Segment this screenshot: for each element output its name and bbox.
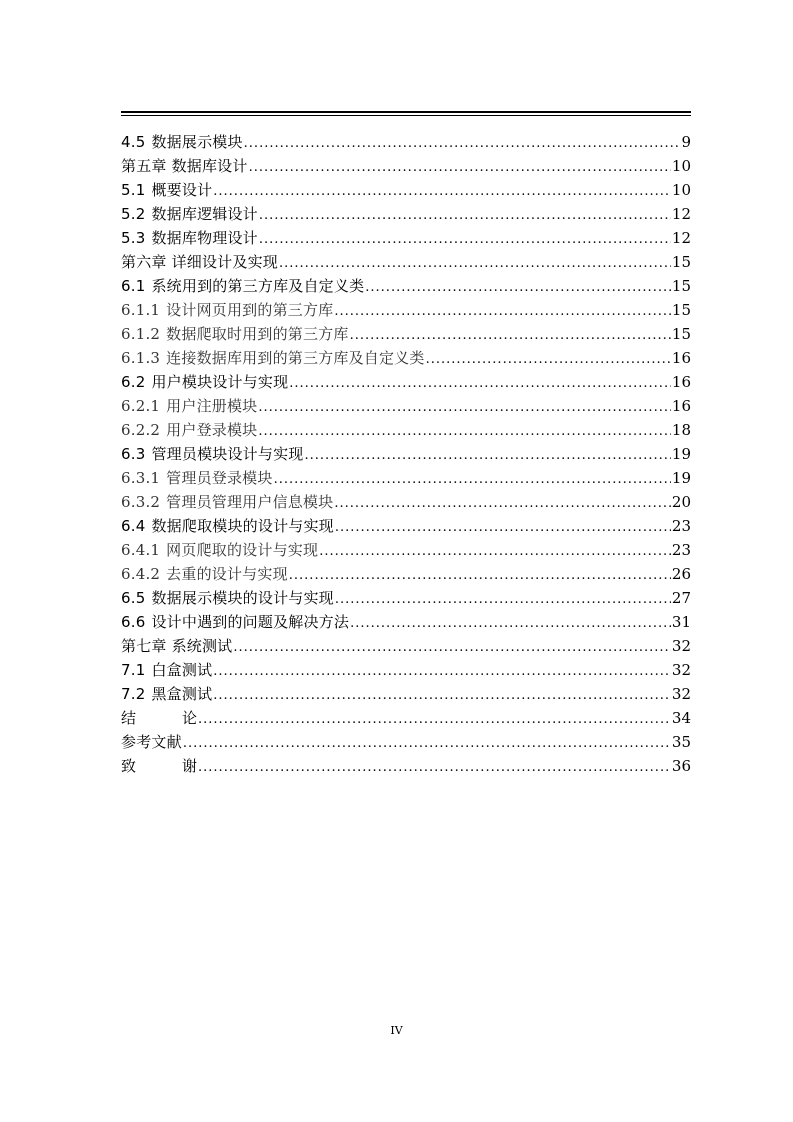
toc-entry-page: 35	[671, 733, 691, 751]
toc-entry-page: 16	[671, 373, 691, 391]
toc-entry-label	[121, 394, 257, 418]
toc-entry[interactable]	[121, 490, 691, 514]
toc-entry-number: 6.1.2	[121, 325, 161, 343]
toc-entry-page: 9	[681, 133, 691, 151]
toc-entry-title: 第五章 数据库设计	[121, 157, 248, 175]
toc-dot-leader	[233, 636, 671, 660]
toc-entry-page: 19	[671, 445, 691, 463]
toc-entry-page: 31	[671, 613, 691, 631]
toc-dot-leader	[350, 612, 671, 636]
toc-entry-page: 32	[671, 661, 691, 679]
toc-entry-label	[121, 754, 197, 778]
toc-entry-number: 6.3	[121, 445, 146, 463]
toc-entry-title-second: 谢	[182, 757, 198, 775]
toc-entry[interactable]	[121, 202, 691, 226]
toc-entry-title: 数据库逻辑设计	[151, 205, 258, 223]
toc-entry-label	[121, 442, 303, 466]
toc-entry-number: 6.4.1	[121, 541, 161, 559]
toc-entry-number: 6.2	[121, 373, 146, 391]
toc-entry-page: 34	[671, 709, 691, 727]
toc-entry-label	[121, 562, 288, 586]
toc-entry[interactable]	[121, 250, 691, 274]
toc-entry-page: 15	[671, 325, 691, 343]
toc-entry[interactable]	[121, 586, 691, 610]
toc-dot-leader	[289, 564, 671, 588]
toc-entry-label	[121, 346, 425, 370]
toc-entry-page: 32	[671, 685, 691, 703]
toc-dot-leader	[335, 516, 671, 540]
toc-entry-label	[121, 730, 182, 754]
toc-entry-label	[121, 154, 248, 178]
toc-dot-leader	[258, 420, 671, 444]
toc-entry-title: 设计网页用到的第三方库	[166, 301, 334, 319]
toc-entry[interactable]	[121, 634, 691, 658]
toc-entry-title: 白盒测试	[151, 661, 213, 679]
toc-entry[interactable]	[121, 562, 691, 586]
toc-dot-leader	[289, 372, 671, 396]
toc-entry-title: 管理员登录模块	[166, 469, 273, 487]
toc-entry[interactable]	[121, 754, 691, 778]
toc-entry-number: 6.2.2	[121, 421, 161, 439]
toc-dot-leader	[258, 396, 671, 420]
toc-dot-leader	[259, 228, 671, 252]
toc-entry-page: 16	[671, 397, 691, 415]
toc-entry-title: 数据爬取时用到的第三方库	[166, 325, 349, 343]
toc-entry-title: 用户模块设计与实现	[151, 373, 289, 391]
toc-entry-label	[121, 202, 258, 226]
toc-entry-title: 数据展示模块的设计与实现	[151, 589, 334, 607]
toc-entry-page: 15	[671, 253, 691, 271]
toc-entry-title: 数据爬取模块的设计与实现	[151, 517, 334, 535]
toc-entry-number: 7.1	[121, 661, 146, 679]
toc-entry-label	[121, 370, 288, 394]
toc-entry-number: 6.1.3	[121, 349, 161, 367]
toc-dot-leader	[198, 756, 671, 780]
toc-entry-number: 7.2	[121, 685, 146, 703]
toc-dot-leader	[335, 588, 671, 612]
toc-entry-title: 用户注册模块	[166, 397, 258, 415]
toc-entry[interactable]	[121, 466, 691, 490]
toc-entry[interactable]	[121, 346, 691, 370]
toc-dot-leader	[274, 468, 671, 492]
toc-entry-page: 36	[671, 757, 691, 775]
toc-entry[interactable]	[121, 298, 691, 322]
toc-dot-leader	[334, 300, 671, 324]
toc-entry-number: 6.3.2	[121, 493, 161, 511]
toc-entry-label	[121, 514, 334, 538]
toc-entry-page: 16	[671, 349, 691, 367]
toc-entry-page: 19	[671, 469, 691, 487]
toc-entry-number: 6.6	[121, 613, 146, 631]
toc-entry-title: 设计中遇到的问题及解决方法	[151, 613, 350, 631]
toc-entry-title: 管理员管理用户信息模块	[166, 493, 334, 511]
toc-entry-number: 6.3.1	[121, 469, 161, 487]
header-rule-thick	[121, 111, 691, 113]
toc-dot-leader	[304, 444, 670, 468]
toc-entry-page: 10	[671, 157, 691, 175]
toc-dot-leader	[426, 348, 671, 372]
toc-entry-number: 6.5	[121, 589, 146, 607]
toc-entry-page: 32	[671, 637, 691, 655]
toc-entry[interactable]	[121, 682, 691, 706]
toc-entry-title: 去重的设计与实现	[166, 565, 288, 583]
toc-entry[interactable]	[121, 226, 691, 250]
toc-dot-leader	[213, 684, 671, 708]
toc-entry[interactable]	[121, 538, 691, 562]
toc-entry-page: 10	[671, 181, 691, 199]
toc-entry[interactable]	[121, 274, 691, 298]
toc-dot-leader	[213, 180, 671, 204]
toc-dot-leader	[350, 324, 671, 348]
toc-entry-title: 第六章 详细设计及实现	[121, 253, 278, 271]
toc-entry[interactable]	[121, 610, 691, 634]
toc-entry-label	[121, 250, 278, 274]
toc-entry[interactable]	[121, 658, 691, 682]
toc-entry[interactable]	[121, 370, 691, 394]
toc-entry-number: 6.2.1	[121, 397, 161, 415]
toc-entry-label	[121, 130, 243, 154]
toc-entry[interactable]	[121, 418, 691, 442]
toc-entry-label	[121, 418, 257, 442]
toc-entry[interactable]	[121, 322, 691, 346]
toc-entry[interactable]	[121, 706, 691, 730]
table-of-contents	[121, 130, 691, 778]
toc-entry-label	[121, 682, 212, 706]
toc-entry-label	[121, 658, 212, 682]
toc-entry-page: 20	[671, 493, 691, 511]
toc-dot-leader	[244, 132, 681, 156]
toc-entry-label	[121, 274, 364, 298]
toc-entry[interactable]	[121, 178, 691, 202]
toc-entry[interactable]	[121, 154, 691, 178]
toc-dot-leader	[279, 252, 671, 276]
toc-dot-leader	[198, 708, 671, 732]
toc-dot-leader	[259, 204, 671, 228]
toc-dot-leader	[249, 156, 671, 180]
toc-dot-leader	[365, 276, 671, 300]
toc-entry-title: 黑盒测试	[151, 685, 213, 703]
header-rule-thin	[121, 115, 691, 116]
toc-entry-title: 致	[121, 757, 137, 775]
toc-entry-number: 6.4.2	[121, 565, 161, 583]
toc-entry-label	[121, 634, 232, 658]
toc-dot-leader	[319, 540, 671, 564]
toc-entry-title: 参考文献	[121, 733, 182, 751]
toc-entry-label	[121, 466, 273, 490]
toc-entry-page: 12	[671, 229, 691, 247]
toc-entry[interactable]	[121, 394, 691, 418]
toc-entry-label	[121, 586, 334, 610]
toc-entry-number: 6.4	[121, 517, 146, 535]
toc-entry-number: 4.5	[121, 133, 146, 151]
toc-entry-page: 18	[671, 421, 691, 439]
toc-entry-title: 第七章 系统测试	[121, 637, 233, 655]
toc-entry-label	[121, 178, 212, 202]
toc-entry-number: 5.1	[121, 181, 146, 199]
page-number: IV	[390, 1024, 403, 1037]
toc-entry[interactable]	[121, 730, 691, 754]
toc-entry-title-second: 论	[182, 709, 198, 727]
toc-entry-page: 23	[671, 541, 691, 559]
toc-entry-page: 15	[671, 277, 691, 295]
toc-entry-title: 结	[121, 709, 137, 727]
toc-entry-label	[121, 226, 258, 250]
toc-entry[interactable]	[121, 442, 691, 466]
toc-entry-page: 27	[671, 589, 691, 607]
toc-entry-title: 管理员模块设计与实现	[151, 445, 304, 463]
toc-entry-title: 连接数据库用到的第三方库及自定义类	[166, 349, 425, 367]
toc-entry-title: 系统用到的第三方库及自定义类	[151, 277, 365, 295]
toc-entry-label	[121, 538, 318, 562]
toc-entry[interactable]	[121, 130, 691, 154]
toc-entry-title: 概要设计	[151, 181, 213, 199]
toc-entry-number: 5.3	[121, 229, 146, 247]
toc-entry-title: 数据库物理设计	[151, 229, 258, 247]
toc-entry-title: 用户登录模块	[166, 421, 258, 439]
toc-entry-label	[121, 298, 333, 322]
toc-entry-number: 5.2	[121, 205, 146, 223]
toc-entry-page: 23	[671, 517, 691, 535]
toc-entry-page: 12	[671, 205, 691, 223]
toc-entry-title: 网页爬取的设计与实现	[166, 541, 319, 559]
toc-entry-page: 26	[671, 565, 691, 583]
toc-dot-leader	[183, 732, 671, 756]
toc-dot-leader	[213, 660, 671, 684]
header-rule	[121, 111, 691, 116]
toc-dot-leader	[334, 492, 671, 516]
toc-entry-page: 15	[671, 301, 691, 319]
toc-entry-label	[121, 490, 333, 514]
toc-entry[interactable]	[121, 514, 691, 538]
toc-entry-title: 数据展示模块	[151, 133, 243, 151]
toc-entry-number: 6.1.1	[121, 301, 161, 319]
toc-entry-label	[121, 610, 349, 634]
toc-entry-number: 6.1	[121, 277, 146, 295]
toc-entry-label	[121, 322, 349, 346]
toc-entry-label	[121, 706, 197, 730]
